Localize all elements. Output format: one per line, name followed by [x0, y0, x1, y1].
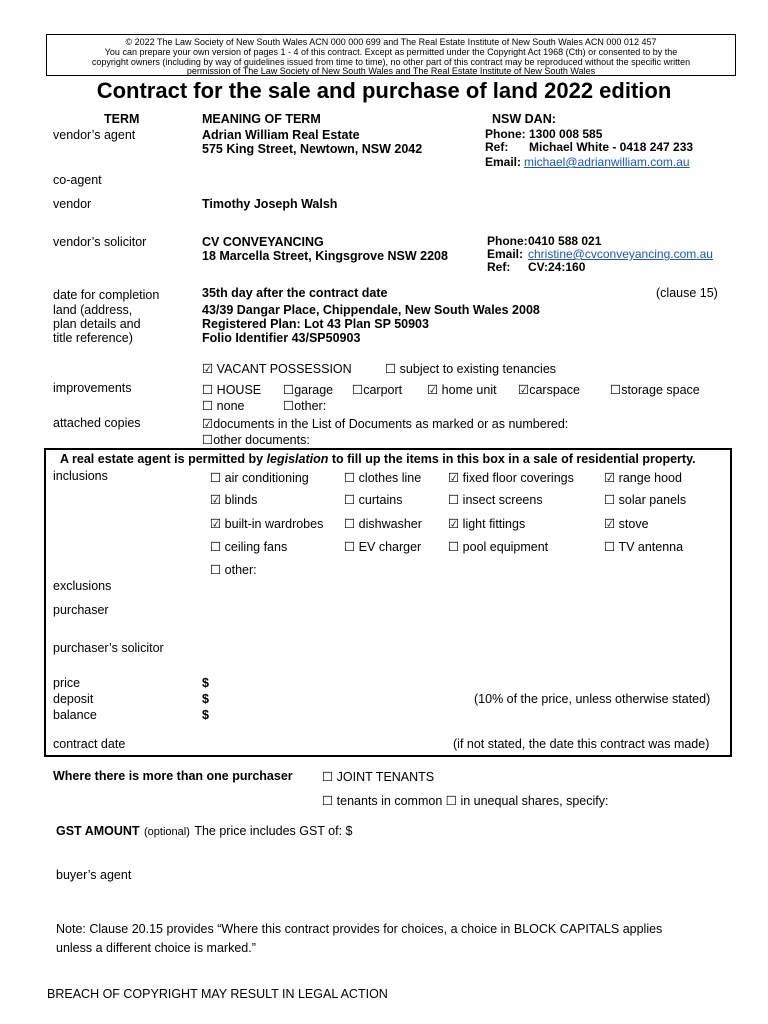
completion-value: 35th day after the contract date	[202, 286, 388, 300]
copyright-notice	[46, 34, 736, 76]
vendor-name: Timothy Joseph Walsh	[202, 197, 338, 211]
purchaser-label: purchaser	[53, 603, 109, 617]
vacant-possession-checkbox[interactable]: ☑ VACANT POSSESSION	[202, 362, 352, 376]
inclusion-solar-panels[interactable]: ☐ solar panels	[604, 493, 687, 507]
balance-dollar: $	[202, 708, 209, 722]
improvement-home-unit-checkbox[interactable]: ☑ home unit	[427, 383, 497, 397]
vendors-solicitor-address: 18 Marcella Street, Kingsgrove NSW 2208	[202, 249, 448, 263]
vendors-solicitor-ref: CV:24:160	[528, 260, 586, 274]
vendors-agent-phone: 1300 008 585	[529, 127, 603, 141]
contract-date-note: (if not stated, the date this contract was made)	[453, 737, 710, 751]
inclusion-other[interactable]: ☐ other:	[210, 563, 257, 577]
vendors-agent-label: vendor’s agent	[53, 128, 136, 142]
inclusions-label: inclusions	[53, 469, 108, 483]
price-dollar: $	[202, 676, 209, 690]
vendors-solicitor-label: vendor’s solicitor	[53, 235, 147, 249]
improvement-other-checkbox[interactable]: ☐other:	[283, 399, 327, 413]
co-agent-label: co-agent	[53, 173, 102, 187]
inclusion-blinds[interactable]: ☑ blinds	[210, 493, 258, 507]
gst-row	[56, 822, 353, 840]
vendor-label: vendor	[53, 197, 92, 211]
inclusion-clothes-line[interactable]: ☐ clothes line	[344, 471, 422, 485]
inclusion-stove[interactable]: ☑ stove	[604, 517, 649, 531]
vendors-agent-email-label: Email:	[485, 155, 522, 169]
inclusion-ceiling-fans[interactable]: ☐ ceiling fans	[210, 540, 288, 554]
improvement-carport-checkbox[interactable]: ☐carport	[352, 383, 403, 397]
purchasers-solicitor-label: purchaser’s solicitor	[53, 641, 164, 655]
inclusion-ev-charger[interactable]: ☐ EV charger	[344, 540, 422, 554]
deposit-note: (10% of the price, unless otherwise stated)	[474, 692, 711, 706]
gst-text: The price includes GST of: $	[194, 824, 353, 838]
completion-label: date for completion	[53, 288, 160, 302]
buyers-agent-label: buyer’s agent	[56, 868, 132, 882]
copyright-line-3: copyright owners (including by way of guidelines issued from time to time), no other part of this contract may be reproduced without the specific written	[91, 57, 691, 67]
vendors-solicitor-ref-label: Ref:	[487, 260, 511, 274]
legislation-emphasis: legislation	[266, 452, 329, 466]
copyright-warning-footer: BREACH OF COPYRIGHT MAY RESULT IN LEGAL ACTION	[47, 987, 388, 1001]
copyright-line-2: You can prepare your own version of pages 1 - 4 of this contract. Except as permitted under the Copyright Act 1968 (Cth) or consented to by the	[104, 47, 678, 57]
deposit-dollar: $	[202, 692, 209, 706]
land-label-3: title reference)	[53, 331, 133, 345]
copyright-line-4: permission of The Law Society of New South Wales and The Real Estate Institute of New South Wales	[186, 66, 596, 76]
vendors-solicitor-phone: 0410 588 021	[528, 234, 602, 248]
land-folio: Folio Identifier 43/SP50903	[202, 331, 361, 345]
balance-label: balance	[53, 708, 97, 722]
improvement-house-checkbox[interactable]: ☐ HOUSE	[202, 383, 262, 397]
inclusion-curtains[interactable]: ☐ curtains	[344, 493, 403, 507]
gst-label: GST AMOUNT	[56, 824, 140, 838]
copyright-line-1: © 2022 The Law Society of New South Wales ACN 000 000 699 and The Real Estate Institute of New South Wales ACN 000 012 457	[125, 37, 657, 47]
inclusion-dishwasher[interactable]: ☐ dishwasher	[344, 517, 422, 531]
inclusion-light-fittings[interactable]: ☑ light fittings	[448, 517, 526, 531]
joint-tenants-checkbox[interactable]: ☐ JOINT TENANTS	[322, 770, 435, 784]
deposit-label: deposit	[53, 692, 94, 706]
header-term: TERM	[104, 112, 140, 126]
inclusion-range-hood[interactable]: ☑ range hood	[604, 471, 682, 485]
vendors-agent-ref-label: Ref:	[485, 140, 509, 154]
vendors-agent-ref: Michael White - 0418 247 233	[529, 140, 694, 154]
inclusion-fixed-floor-coverings[interactable]: ☑ fixed floor coverings	[448, 471, 574, 485]
note-line-1: Note: Clause 20.15 provides “Where this contract provides for choices, a choice in BLOCK CAPITALS applies	[56, 922, 663, 936]
inclusion-pool-equipment[interactable]: ☐ pool equipment	[448, 540, 549, 554]
vendors-agent-name: Adrian William Real Estate	[202, 128, 360, 142]
land-label-1: land (address,	[53, 303, 133, 317]
existing-tenancies-checkbox[interactable]: ☐ subject to existing tenancies	[385, 362, 557, 376]
land-label-2: plan details and	[53, 317, 141, 331]
tenants-in-common-checkbox[interactable]: ☐ tenants in common ☐ in unequal shares, specify:	[322, 794, 609, 808]
improvements-label: improvements	[53, 381, 132, 395]
inclusion-built-in-wardrobes[interactable]: ☑ built-in wardrobes	[210, 517, 324, 531]
vendors-solicitor-email-link[interactable]: christine@cvconveyancing.com.au	[528, 247, 713, 261]
vendors-solicitor-email-label: Email:	[487, 247, 524, 261]
vendors-solicitor-phone-label: Phone:	[487, 234, 528, 248]
attached-copies-label: attached copies	[53, 416, 141, 430]
exclusions-label: exclusions	[53, 579, 112, 593]
gst-optional: (optional)	[144, 826, 190, 838]
inclusion-tv-antenna[interactable]: ☐ TV antenna	[604, 540, 684, 554]
note-line-2: unless a different choice is marked.”	[56, 941, 256, 955]
multiple-purchasers-label: Where there is more than one purchaser	[53, 769, 293, 783]
improvement-carspace-checkbox[interactable]: ☑carspace	[518, 383, 580, 397]
improvement-garage-checkbox[interactable]: ☐garage	[283, 383, 334, 397]
contract-date-label: contract date	[53, 737, 126, 751]
vendors-agent-email-link[interactable]: michael@adrianwilliam.com.au	[524, 155, 690, 169]
header-dan: NSW DAN:	[492, 112, 556, 126]
improvement-storage-checkbox[interactable]: ☐storage space	[610, 383, 700, 397]
attached-documents-checkbox[interactable]: ☑documents in the List of Documents as marked or as numbered:	[202, 417, 569, 431]
header-meaning: MEANING OF TERM	[202, 112, 321, 126]
improvement-none-checkbox[interactable]: ☐ none	[202, 399, 245, 413]
land-address: 43/39 Dangar Place, Chippendale, New South Wales 2008	[202, 303, 540, 317]
vendors-agent-address: 575 King Street, Newtown, NSW 2042	[202, 142, 423, 156]
completion-clause: (clause 15)	[656, 286, 718, 300]
vendors-agent-phone-label: Phone:	[485, 127, 526, 141]
agent-box-heading: A real estate agent is permitted by legislation to fill up the items in this box in a sale of residential property.	[60, 452, 696, 466]
inclusion-insect-screens[interactable]: ☐ insect screens	[448, 493, 543, 507]
attached-other-checkbox[interactable]: ☐other documents:	[202, 433, 310, 447]
land-plan: Registered Plan: Lot 43 Plan SP 50903	[202, 317, 429, 331]
inclusion-air-conditioning[interactable]: ☐ air conditioning	[210, 471, 309, 485]
vendors-solicitor-name: CV CONVEYANCING	[202, 235, 324, 249]
price-label: price	[53, 676, 81, 690]
page-title: Contract for the sale and purchase of land 2022 edition	[96, 78, 672, 103]
